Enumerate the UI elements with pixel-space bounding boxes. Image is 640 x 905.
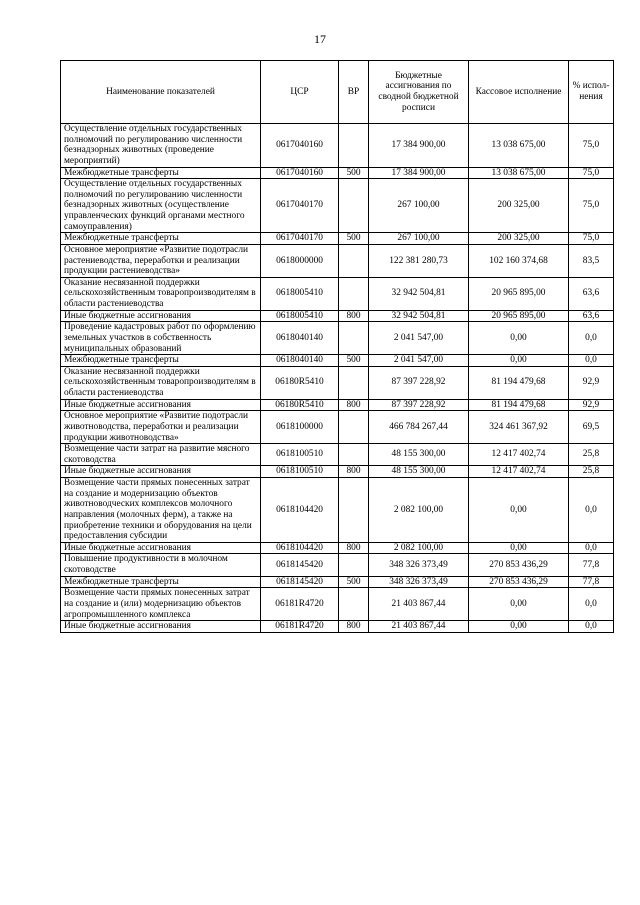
table-row <box>61 444 614 466</box>
cell-assignments: 2 041 547,00 <box>369 322 469 355</box>
cell-percent: 92,9 <box>569 366 614 399</box>
cell-name: Повышение продуктивности в молочном скотоводстве <box>61 554 261 576</box>
cell-percent: 92,9 <box>569 399 614 411</box>
cell-assignments: 466 784 267,44 <box>369 411 469 444</box>
cell-percent: 63,6 <box>569 277 614 310</box>
table-row <box>61 576 614 588</box>
cell-cash: 200 325,00 <box>469 179 569 233</box>
cell-name: Иные бюджетные ассигнования <box>61 621 261 633</box>
cell-vr: 500 <box>339 167 369 179</box>
cell-assignments: 32 942 504,81 <box>369 277 469 310</box>
table-header-row <box>61 61 614 124</box>
cell-assignments: 17 384 900,00 <box>369 167 469 179</box>
cell-percent: 0,0 <box>569 542 614 554</box>
cell-vr <box>339 411 369 444</box>
cell-percent: 0,0 <box>569 322 614 355</box>
cell-assignments: 32 942 504,81 <box>369 310 469 322</box>
cell-csr: 0618040140 <box>261 322 339 355</box>
cell-name: Иные бюджетные ассигнования <box>61 466 261 478</box>
cell-name: Межбюджетные трансферты <box>61 355 261 367</box>
cell-assignments: 48 155 300,00 <box>369 466 469 478</box>
cell-vr <box>339 179 369 233</box>
cell-assignments: 348 326 373,49 <box>369 576 469 588</box>
cell-percent: 0,0 <box>569 588 614 621</box>
cell-vr <box>339 244 369 277</box>
cell-cash: 81 194 479,68 <box>469 366 569 399</box>
cell-csr: 0618005410 <box>261 310 339 322</box>
cell-cash: 0,00 <box>469 621 569 633</box>
cell-name: Иные бюджетные ассигнования <box>61 542 261 554</box>
cell-csr: 0618100000 <box>261 411 339 444</box>
cell-vr <box>339 554 369 576</box>
cell-csr: 0618005410 <box>261 277 339 310</box>
cell-assignments: 48 155 300,00 <box>369 444 469 466</box>
cell-vr: 800 <box>339 399 369 411</box>
cell-percent: 77,8 <box>569 576 614 588</box>
cell-name: Иные бюджетные ассигнования <box>61 310 261 322</box>
table-row <box>61 167 614 179</box>
cell-cash: 12 417 402,74 <box>469 466 569 478</box>
table-row <box>61 542 614 554</box>
cell-vr <box>339 277 369 310</box>
cell-percent: 25,8 <box>569 444 614 466</box>
cell-cash: 20 965 895,00 <box>469 277 569 310</box>
cell-percent: 75,0 <box>569 179 614 233</box>
cell-vr: 500 <box>339 355 369 367</box>
cell-cash: 12 417 402,74 <box>469 444 569 466</box>
cell-vr <box>339 478 369 543</box>
cell-assignments: 122 381 280,73 <box>369 244 469 277</box>
table-row <box>61 233 614 245</box>
table-row <box>61 478 614 543</box>
header-assignments: Бюджетные ассигнования по сводной бюджетной росписи <box>369 61 469 124</box>
cell-name: Оказание несвязанной поддержки сельскохозяйственным товаропроизводителям в области растениеводства <box>61 366 261 399</box>
cell-cash: 13 038 675,00 <box>469 167 569 179</box>
cell-assignments: 2 082 100,00 <box>369 542 469 554</box>
cell-csr: 0617040160 <box>261 124 339 168</box>
table-row <box>61 411 614 444</box>
cell-name: Межбюджетные трансферты <box>61 233 261 245</box>
cell-percent: 0,0 <box>569 621 614 633</box>
table-row <box>61 588 614 621</box>
cell-percent: 0,0 <box>569 355 614 367</box>
cell-assignments: 267 100,00 <box>369 233 469 245</box>
cell-cash: 102 160 374,68 <box>469 244 569 277</box>
cell-name: Осуществление отдельных государственных полномочий по регулированию численности безнадзорных животных (осуществление управленческих функций органами местного самоуправления) <box>61 179 261 233</box>
cell-percent: 75,0 <box>569 233 614 245</box>
cell-vr <box>339 366 369 399</box>
cell-percent: 75,0 <box>569 124 614 168</box>
cell-csr: 0618104420 <box>261 542 339 554</box>
cell-name: Иные бюджетные ассигнования <box>61 399 261 411</box>
cell-name: Основное мероприятие «Развитие подотрасли животноводства, переработки и реализации продукции животноводства» <box>61 411 261 444</box>
cell-csr: 0618100510 <box>261 466 339 478</box>
cell-vr: 500 <box>339 576 369 588</box>
cell-assignments: 2 082 100,00 <box>369 478 469 543</box>
cell-csr: 0617040170 <box>261 233 339 245</box>
cell-name: Проведение кадастровых работ по оформлению земельных участков в собственность муниципальных образований <box>61 322 261 355</box>
cell-assignments: 87 397 228,92 <box>369 399 469 411</box>
budget-execution-table <box>60 60 614 633</box>
header-percent: % испол-нения <box>569 61 614 124</box>
cell-csr: 0618100510 <box>261 444 339 466</box>
table-row <box>61 179 614 233</box>
cell-csr: 0617040170 <box>261 179 339 233</box>
cell-cash: 270 853 436,29 <box>469 576 569 588</box>
table-row <box>61 554 614 576</box>
cell-csr: 0617040160 <box>261 167 339 179</box>
cell-vr: 800 <box>339 542 369 554</box>
table-body <box>61 124 614 633</box>
cell-cash: 324 461 367,92 <box>469 411 569 444</box>
header-csr: ЦСР <box>261 61 339 124</box>
cell-name: Межбюджетные трансферты <box>61 167 261 179</box>
cell-cash: 200 325,00 <box>469 233 569 245</box>
cell-vr: 800 <box>339 310 369 322</box>
cell-name: Возмещение части затрат на развитие мясного скотоводства <box>61 444 261 466</box>
page-number: 17 <box>314 32 326 46</box>
cell-name: Возмещение части прямых понесенных затрат на создание и (или) модернизацию объектов агропромышленного комплекса <box>61 588 261 621</box>
table-row <box>61 310 614 322</box>
header-cash: Кассовое исполнение <box>469 61 569 124</box>
cell-assignments: 17 384 900,00 <box>369 124 469 168</box>
table-row <box>61 399 614 411</box>
cell-name: Межбюджетные трансферты <box>61 576 261 588</box>
cell-csr: 06181R4720 <box>261 588 339 621</box>
table-row <box>61 355 614 367</box>
cell-cash: 81 194 479,68 <box>469 399 569 411</box>
cell-csr: 0618000000 <box>261 244 339 277</box>
cell-percent: 75,0 <box>569 167 614 179</box>
cell-csr: 0618104420 <box>261 478 339 543</box>
cell-assignments: 87 397 228,92 <box>369 366 469 399</box>
cell-name: Основное мероприятие «Развитие подотрасли растениеводства, переработки и реализации продукции растениеводства» <box>61 244 261 277</box>
cell-percent: 0,0 <box>569 478 614 543</box>
cell-cash: 0,00 <box>469 588 569 621</box>
cell-name: Возмещение части прямых понесенных затрат на создание и модернизацию объектов животноводческих комплексов молочного направления (молочных ферм), а также на приобретение техники и оборудования на цели предоставления субсидии <box>61 478 261 543</box>
cell-vr: 800 <box>339 466 369 478</box>
cell-cash: 20 965 895,00 <box>469 310 569 322</box>
cell-percent: 63,6 <box>569 310 614 322</box>
cell-vr <box>339 322 369 355</box>
table-row <box>61 244 614 277</box>
header-name: Наименование показателей <box>61 61 261 124</box>
header-vr: ВР <box>339 61 369 124</box>
cell-assignments: 21 403 867,44 <box>369 621 469 633</box>
cell-vr: 800 <box>339 621 369 633</box>
cell-csr: 0618040140 <box>261 355 339 367</box>
cell-percent: 77,8 <box>569 554 614 576</box>
cell-cash: 0,00 <box>469 542 569 554</box>
cell-assignments: 2 041 547,00 <box>369 355 469 367</box>
table-row <box>61 366 614 399</box>
cell-percent: 69,5 <box>569 411 614 444</box>
table-row <box>61 621 614 633</box>
cell-vr <box>339 588 369 621</box>
cell-cash: 0,00 <box>469 355 569 367</box>
table-row <box>61 124 614 168</box>
cell-csr: 0618145420 <box>261 576 339 588</box>
cell-csr: 06180R5410 <box>261 366 339 399</box>
cell-cash: 13 038 675,00 <box>469 124 569 168</box>
cell-name: Осуществление отдельных государственных полномочий по регулированию численности безнадзорных животных (проведение мероприятий) <box>61 124 261 168</box>
cell-name: Оказание несвязанной поддержки сельскохозяйственным товаропроизводителям в области растениеводства <box>61 277 261 310</box>
cell-vr <box>339 444 369 466</box>
cell-csr: 0618145420 <box>261 554 339 576</box>
table-row <box>61 277 614 310</box>
cell-cash: 0,00 <box>469 322 569 355</box>
cell-percent: 83,5 <box>569 244 614 277</box>
cell-percent: 25,8 <box>569 466 614 478</box>
table-row <box>61 322 614 355</box>
cell-vr: 500 <box>339 233 369 245</box>
cell-assignments: 21 403 867,44 <box>369 588 469 621</box>
cell-csr: 06180R5410 <box>261 399 339 411</box>
cell-csr: 06181R4720 <box>261 621 339 633</box>
cell-cash: 270 853 436,29 <box>469 554 569 576</box>
table-row <box>61 466 614 478</box>
cell-cash: 0,00 <box>469 478 569 543</box>
cell-assignments: 348 326 373,49 <box>369 554 469 576</box>
cell-assignments: 267 100,00 <box>369 179 469 233</box>
cell-vr <box>339 124 369 168</box>
